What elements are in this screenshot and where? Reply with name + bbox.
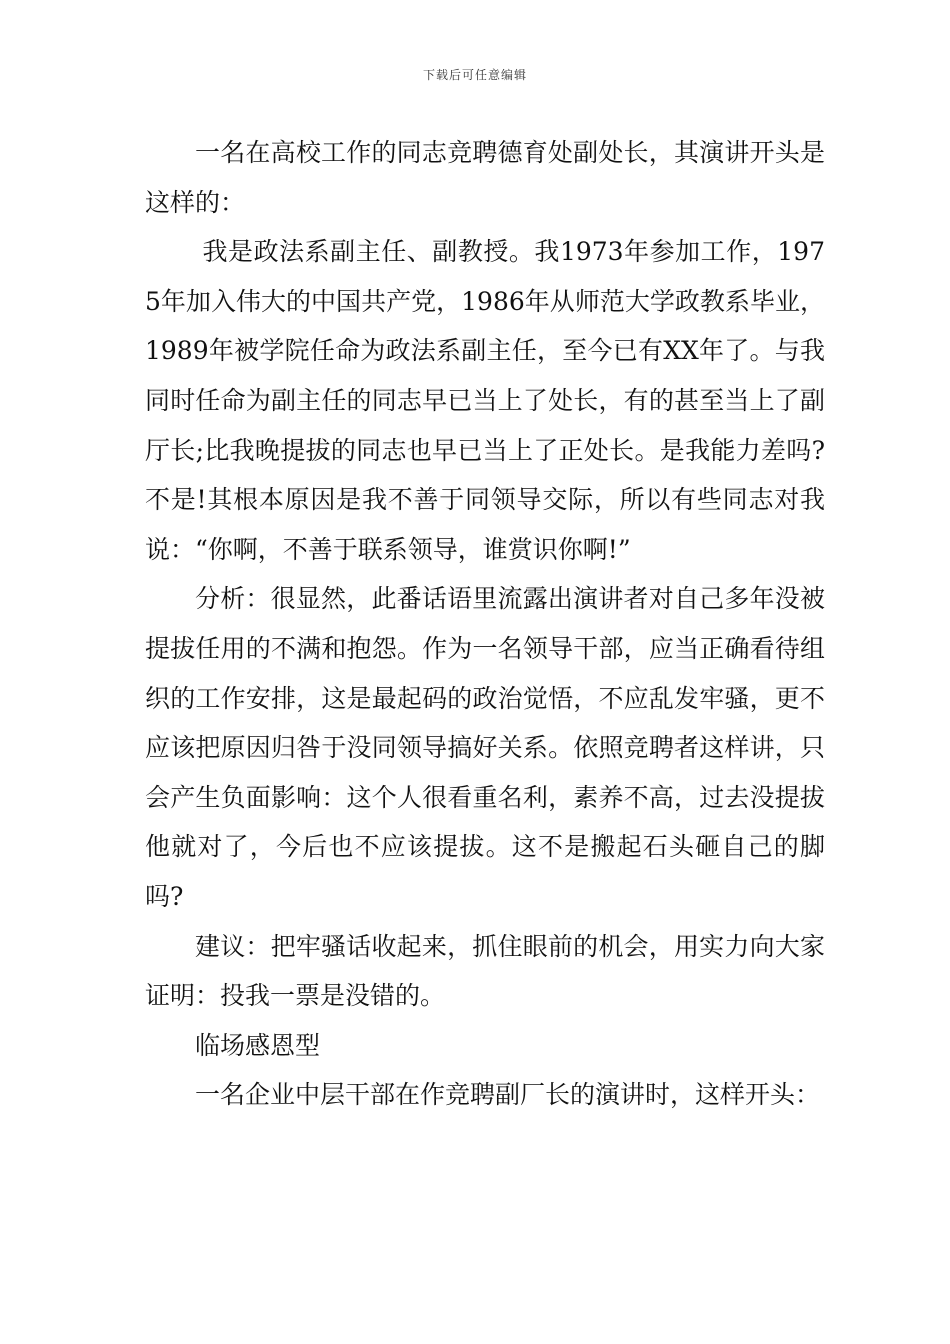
paragraph-suggestion: 建议：把牢骚话收起来，抓住眼前的机会，用实力向大家证明：投我一票是没错的。 [145,931,825,1011]
paragraph-intro: 一名在高校工作的同志竞聘德育处副处长，其演讲开头是这样的： [145,138,825,217]
page-header-note: 下载后可任意编辑 [422,68,527,82]
document-body [145,128,825,1120]
paragraph-speech-quote: 我是政法系副主任、副教授。我1973年参加工作，1975年加入伟大的中国共产党，1986年从师范大学政教系毕业，1989年被学院任命为政法系副主任，至今已有XX年了。与我同时任命为副主任的同志早已当上了处长，有的甚至当上了副厅长;比我晚提拔的同志也早已当上了正处长。是我能力差吗?不是!其根本原因是我不善于同领导交际，所以有些同志对我说：“你啊，不善于联系领导，谁赏识你啊!” [145,237,825,564]
paragraph-example-intro: 一名企业中层干部在作竞聘副厂长的演讲时，这样开头： [195,1080,821,1110]
section-heading: 临场感恩型 [195,1030,321,1060]
paragraph-analysis: 分析：很显然，此番话语里流露出演讲者对自己多年没被提拔任用的不满和抱怨。作为一名领导干部，应当正确看待组织的工作安排，这是最起码的政治觉悟，不应乱发牢骚，更不应该把原因归咎于没同领导搞好关系。依照竞聘者这样讲，只会产生负面影响：这个人很看重名利，素养不高，过去没提拔他就对了，今后也不应该提拔。这不是搬起石头砸自己的脚吗? [145,584,825,911]
